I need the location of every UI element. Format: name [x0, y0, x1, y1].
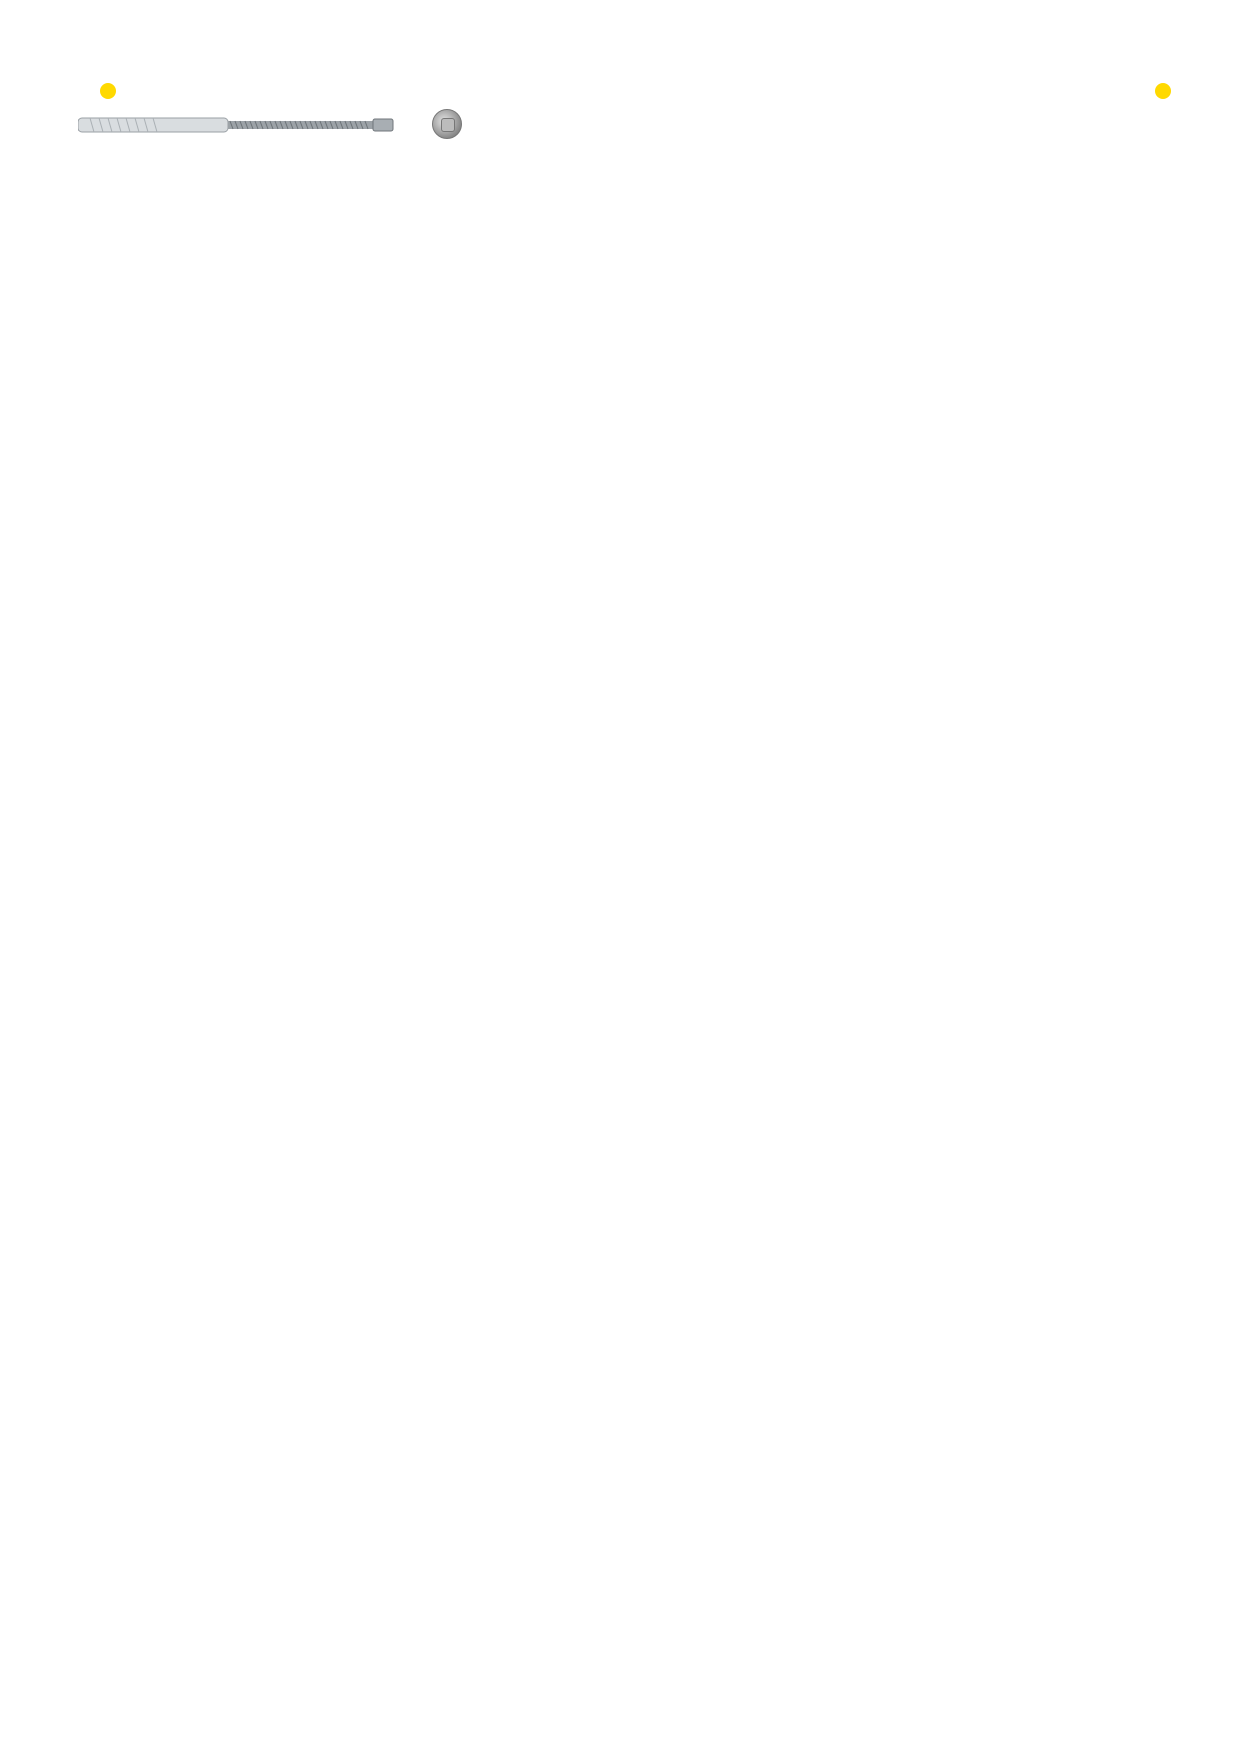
section-title [82, 152, 88, 174]
decor-dot-right [1155, 83, 1171, 99]
screw-head-icon [432, 109, 462, 139]
decor-dot-left [100, 83, 116, 99]
product-image [78, 113, 440, 135]
